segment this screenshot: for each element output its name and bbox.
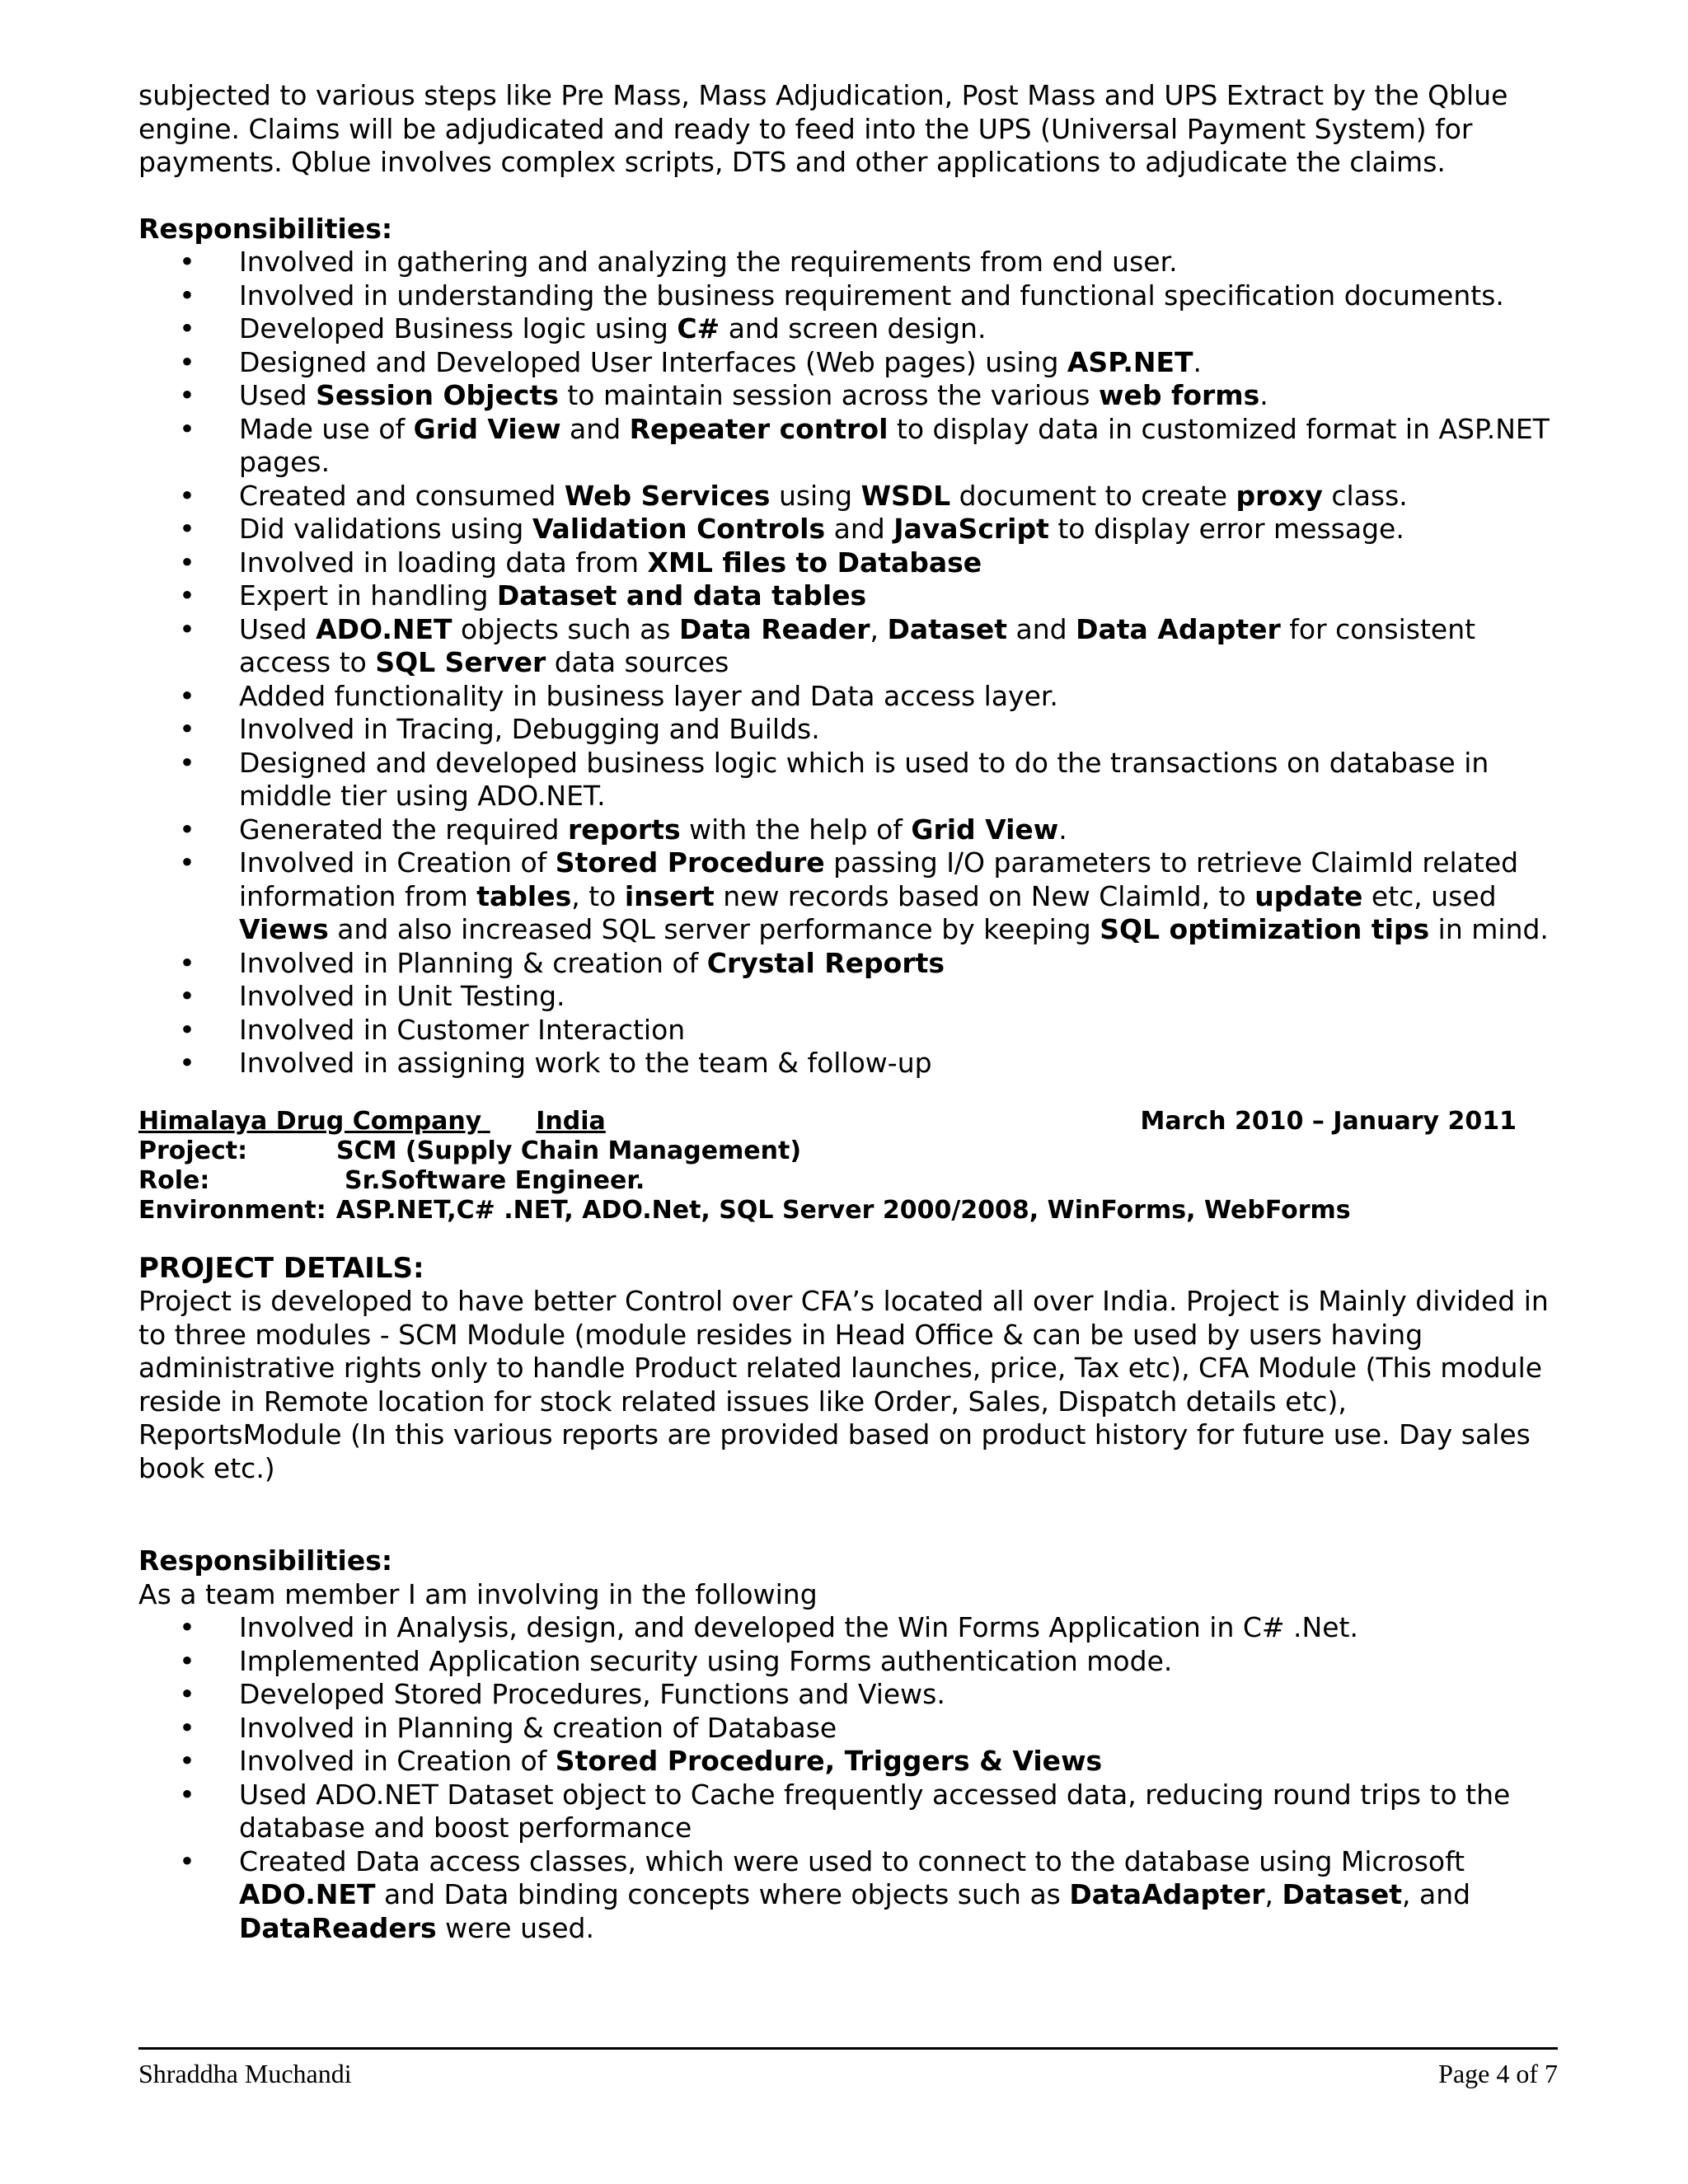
- project-details-text: Project is developed to have better Control over CFA’s located all over India. Project is Mainly divided in to three modules - SCM Module (module resides in Head Office & can be used by users having administrative rights only to handle Product related launches, price, Tax etc), CFA Module (This module reside in Remote location for stock related issues like Order, Sales, Dispatch details etc), ReportsModule (In this various reports are provided based on product history for future use. Day sales book etc.): [138, 1285, 1549, 1484]
- list-item: [179, 1778, 1550, 1845]
- list-item: [179, 1013, 1550, 1047]
- item-text: Developed Stored Procedures, Functions and Views.: [239, 1678, 945, 1710]
- resume-page: [138, 79, 1550, 1945]
- bullet-icon: •: [179, 1844, 195, 1877]
- bullet-icon: •: [179, 1013, 195, 1046]
- item-text: Added functionality in business layer and Data access layer.: [239, 679, 1058, 712]
- list-item: [179, 246, 1550, 279]
- bold-text: reports: [567, 813, 681, 846]
- bullet-icon: •: [179, 345, 195, 378]
- intro-paragraph: subjected to various steps like Pre Mass, Mass Adjudication, Post Mass and UPS Extract by the Qblue engine. Claims will be adjudicated and ready to feed into the UPS (Universal Payment System) for payments. Qblue involves complex scripts, DTS and other applications to adjudicate the claims.: [138, 79, 1508, 178]
- list-item: [179, 279, 1550, 313]
- environment-value: ASP.NET,C# .NET, ADO.Net, SQL Server 2000/2008, WinForms, WebForms: [335, 1195, 1351, 1225]
- item-text: Developed Business logic using: [239, 312, 678, 344]
- bold-text: Validation Controls: [532, 513, 826, 545]
- bullet-icon: •: [179, 813, 195, 846]
- bold-text: ADO.NET: [239, 1878, 376, 1910]
- item-text: and: [1007, 612, 1076, 645]
- item-text: Created Data access classes, which were used to connect to the database using Microsoft: [239, 1844, 1465, 1877]
- environment-label: Environment:: [138, 1195, 326, 1225]
- bold-text: Data Adapter: [1076, 612, 1281, 645]
- bold-text: Stored Procedure, Triggers & Views: [555, 1745, 1103, 1777]
- item-text: Involved in Tracing, Debugging and Builds.: [239, 713, 820, 745]
- list-item: [179, 379, 1550, 413]
- bullet-icon: •: [179, 746, 195, 779]
- bullet-icon: •: [179, 312, 195, 344]
- bullet-icon: •: [179, 980, 195, 1012]
- bold-text: proxy: [1236, 479, 1323, 512]
- item-text: objects such as: [452, 612, 679, 645]
- item-text: Implemented Application security using Forms authentication mode.: [239, 1644, 1173, 1677]
- list-item: [179, 546, 1550, 580]
- bullet-icon: •: [179, 1678, 195, 1710]
- bullet-icon: •: [179, 246, 195, 278]
- responsibilities-intro: As a team member I am involving in the following: [138, 1577, 818, 1610]
- item-text: Used ADO.NET Dataset object to Cache frequently accessed data, reducing round trips to the database and boost performance: [239, 1778, 1511, 1844]
- list-item: [179, 412, 1550, 480]
- item-text: to display data in customized format in ASP.NET pages.: [239, 412, 1550, 478]
- list-item: [179, 479, 1550, 513]
- item-text: Generated the required: [239, 813, 568, 846]
- item-text: Involved in Unit Testing.: [239, 980, 565, 1012]
- item-text: .: [1193, 345, 1203, 378]
- bold-text: DataAdapter: [1069, 1878, 1265, 1910]
- list-item: [179, 980, 1550, 1014]
- bullet-icon: •: [179, 1644, 195, 1677]
- job-dates: March 2010 – January 2011: [1140, 1106, 1517, 1136]
- bold-text: Grid View: [413, 412, 561, 445]
- bold-text: Dataset: [887, 612, 1008, 645]
- list-item: [179, 813, 1550, 847]
- item-text: Designed and developed business logic which is used to do the transactions on database in middle tier using ADO.NET.: [239, 746, 1489, 812]
- role-value: Sr.Software Engineer.: [345, 1165, 645, 1195]
- bold-text: Grid View: [911, 813, 1059, 846]
- item-text: and: [825, 513, 894, 545]
- list-item: [179, 1745, 1550, 1779]
- item-text: using: [770, 479, 861, 512]
- company-underline-gap: [481, 1107, 531, 1137]
- item-text: Involved in Customer Interaction: [239, 1013, 686, 1046]
- item-text: , to: [571, 879, 625, 912]
- bold-text: Repeater control: [629, 412, 889, 445]
- bullet-icon: •: [179, 379, 195, 411]
- list-item: [179, 1678, 1550, 1712]
- bold-text: Dataset: [1282, 1878, 1403, 1910]
- item-text: Designed and Developed User Interfaces (Web pages) using: [239, 345, 1067, 378]
- list-item: [179, 612, 1550, 680]
- item-text: Involved in Planning & creation of Database: [239, 1711, 837, 1744]
- bullet-icon: •: [179, 279, 195, 312]
- list-item: [179, 679, 1550, 714]
- item-text: Did validations using: [239, 513, 532, 545]
- item-text: and Data binding concepts where objects such as: [375, 1878, 1070, 1910]
- item-text: Used: [239, 379, 316, 411]
- bullet-icon: •: [179, 546, 195, 579]
- list-item: [179, 1611, 1550, 1645]
- footer-divider: [138, 2047, 1558, 2050]
- bullet-icon: •: [179, 412, 195, 445]
- item-text: Made use of: [239, 412, 414, 445]
- bold-text: JavaScript: [893, 513, 1049, 545]
- item-text: ,: [870, 612, 888, 645]
- responsibilities-heading-2: Responsibilities:: [138, 1544, 393, 1577]
- list-item: [179, 1844, 1550, 1946]
- bold-text: Stored Procedure: [555, 846, 825, 879]
- bold-text: update: [1254, 879, 1363, 912]
- item-text: for consistent access to: [239, 612, 1476, 678]
- list-item: [179, 1711, 1550, 1746]
- bold-text: SQL Server: [375, 646, 546, 678]
- list-item: [179, 846, 1550, 947]
- list-item: [179, 746, 1550, 813]
- bold-text: Web Services: [564, 479, 771, 512]
- bold-text: DataReaders: [239, 1911, 437, 1944]
- job-header: [138, 1107, 1550, 1226]
- item-text: Created and consumed: [239, 479, 565, 512]
- item-text: passing I/O parameters to retrieve ClaimId related information from: [239, 846, 1519, 912]
- bullet-icon: •: [179, 1745, 195, 1777]
- bullet-icon: •: [179, 846, 195, 879]
- item-text: to display error message.: [1048, 513, 1404, 545]
- list-item: [179, 1644, 1550, 1679]
- item-text: Involved in Creation of: [239, 846, 556, 879]
- bold-text: Crystal Reports: [706, 946, 945, 979]
- bullet-icon: •: [179, 946, 195, 979]
- bullet-icon: •: [179, 513, 195, 545]
- company-name: Himalaya Drug Company: [138, 1106, 482, 1136]
- bullet-icon: •: [179, 1611, 195, 1643]
- item-text: Involved in Creation of: [239, 1745, 556, 1777]
- item-text: and: [560, 412, 630, 445]
- item-text: document to create: [950, 479, 1236, 512]
- bold-text: ASP.NET: [1067, 345, 1193, 378]
- item-text: Expert in handling: [239, 579, 497, 612]
- item-text: , and: [1402, 1878, 1471, 1910]
- item-text: to maintain session across the various: [558, 379, 1099, 411]
- item-text: etc, used: [1362, 879, 1497, 912]
- item-text: .: [1058, 813, 1067, 846]
- item-text: in mind.: [1429, 913, 1549, 945]
- bold-text: Views: [239, 913, 329, 945]
- company-country: India: [536, 1106, 606, 1136]
- item-text: Involved in gathering and analyzing the requirements from end user.: [239, 246, 1178, 278]
- item-text: data sources: [546, 646, 729, 678]
- list-item: [179, 713, 1550, 747]
- item-text: ,: [1264, 1878, 1282, 1910]
- role-label: Role:: [138, 1165, 210, 1195]
- project-value: SCM (Supply Chain Management): [336, 1136, 802, 1165]
- job-environment-row: [138, 1196, 1550, 1226]
- bold-text: Data Reader: [679, 612, 870, 645]
- job-project-row: [138, 1137, 1550, 1166]
- bold-text: insert: [624, 879, 715, 912]
- bold-text: WSDL: [860, 479, 951, 512]
- item-text: Involved in understanding the business requirement and functional specification documents.: [239, 279, 1504, 312]
- item-text: Used: [239, 612, 316, 645]
- item-text: were used.: [436, 1911, 594, 1944]
- bold-text: Session Objects: [316, 379, 559, 411]
- item-text: .: [1259, 379, 1268, 411]
- project-label: Project:: [138, 1136, 248, 1165]
- bold-text: XML files to Database: [647, 546, 982, 579]
- job-role-row: [138, 1166, 1550, 1196]
- item-text: Involved in Analysis, design, and developed the Win Forms Application in C# .Net.: [239, 1611, 1358, 1643]
- project-details-heading: PROJECT DETAILS:: [138, 1251, 424, 1285]
- bold-text: tables: [476, 879, 572, 912]
- bullet-icon: •: [179, 1778, 195, 1811]
- list-item: [179, 946, 1550, 981]
- bullet-icon: •: [179, 579, 195, 612]
- footer-page-number: Page 4 of 7: [1438, 2059, 1558, 2088]
- list-item: [179, 579, 1550, 613]
- job-company-row: [138, 1107, 1550, 1137]
- bold-text: C#: [677, 312, 720, 344]
- bullet-icon: •: [179, 1711, 195, 1744]
- item-text: class.: [1322, 479, 1408, 512]
- item-text: Involved in Planning & creation of: [239, 946, 707, 979]
- responsibilities-list-2: [138, 1611, 1550, 1945]
- item-text: and screen design.: [720, 312, 987, 344]
- list-item: [179, 513, 1550, 546]
- list-item: [179, 1047, 1550, 1080]
- item-text: and also increased SQL server performance by keeping: [328, 913, 1100, 945]
- item-text: with the help of: [680, 813, 912, 846]
- responsibilities-list: [138, 246, 1550, 1080]
- bullet-icon: •: [179, 479, 195, 512]
- bullet-icon: •: [179, 612, 195, 645]
- footer-author: Shraddha Muchandi: [138, 2059, 352, 2088]
- bold-text: web forms: [1098, 379, 1260, 411]
- responsibilities-heading: Responsibilities:: [138, 212, 393, 245]
- list-item: [179, 345, 1550, 380]
- bold-text: Dataset and data tables: [496, 579, 867, 612]
- bullet-icon: •: [179, 713, 195, 745]
- list-item: [179, 312, 1550, 346]
- bullet-icon: •: [179, 1047, 195, 1079]
- item-text: new records based on New ClaimId, to: [714, 879, 1255, 912]
- item-text: Involved in loading data from: [239, 546, 648, 579]
- bullet-icon: •: [179, 679, 195, 712]
- item-text: Involved in assigning work to the team & follow-up: [239, 1047, 932, 1079]
- bold-text: ADO.NET: [316, 612, 452, 645]
- bold-text: SQL optimization tips: [1100, 913, 1430, 945]
